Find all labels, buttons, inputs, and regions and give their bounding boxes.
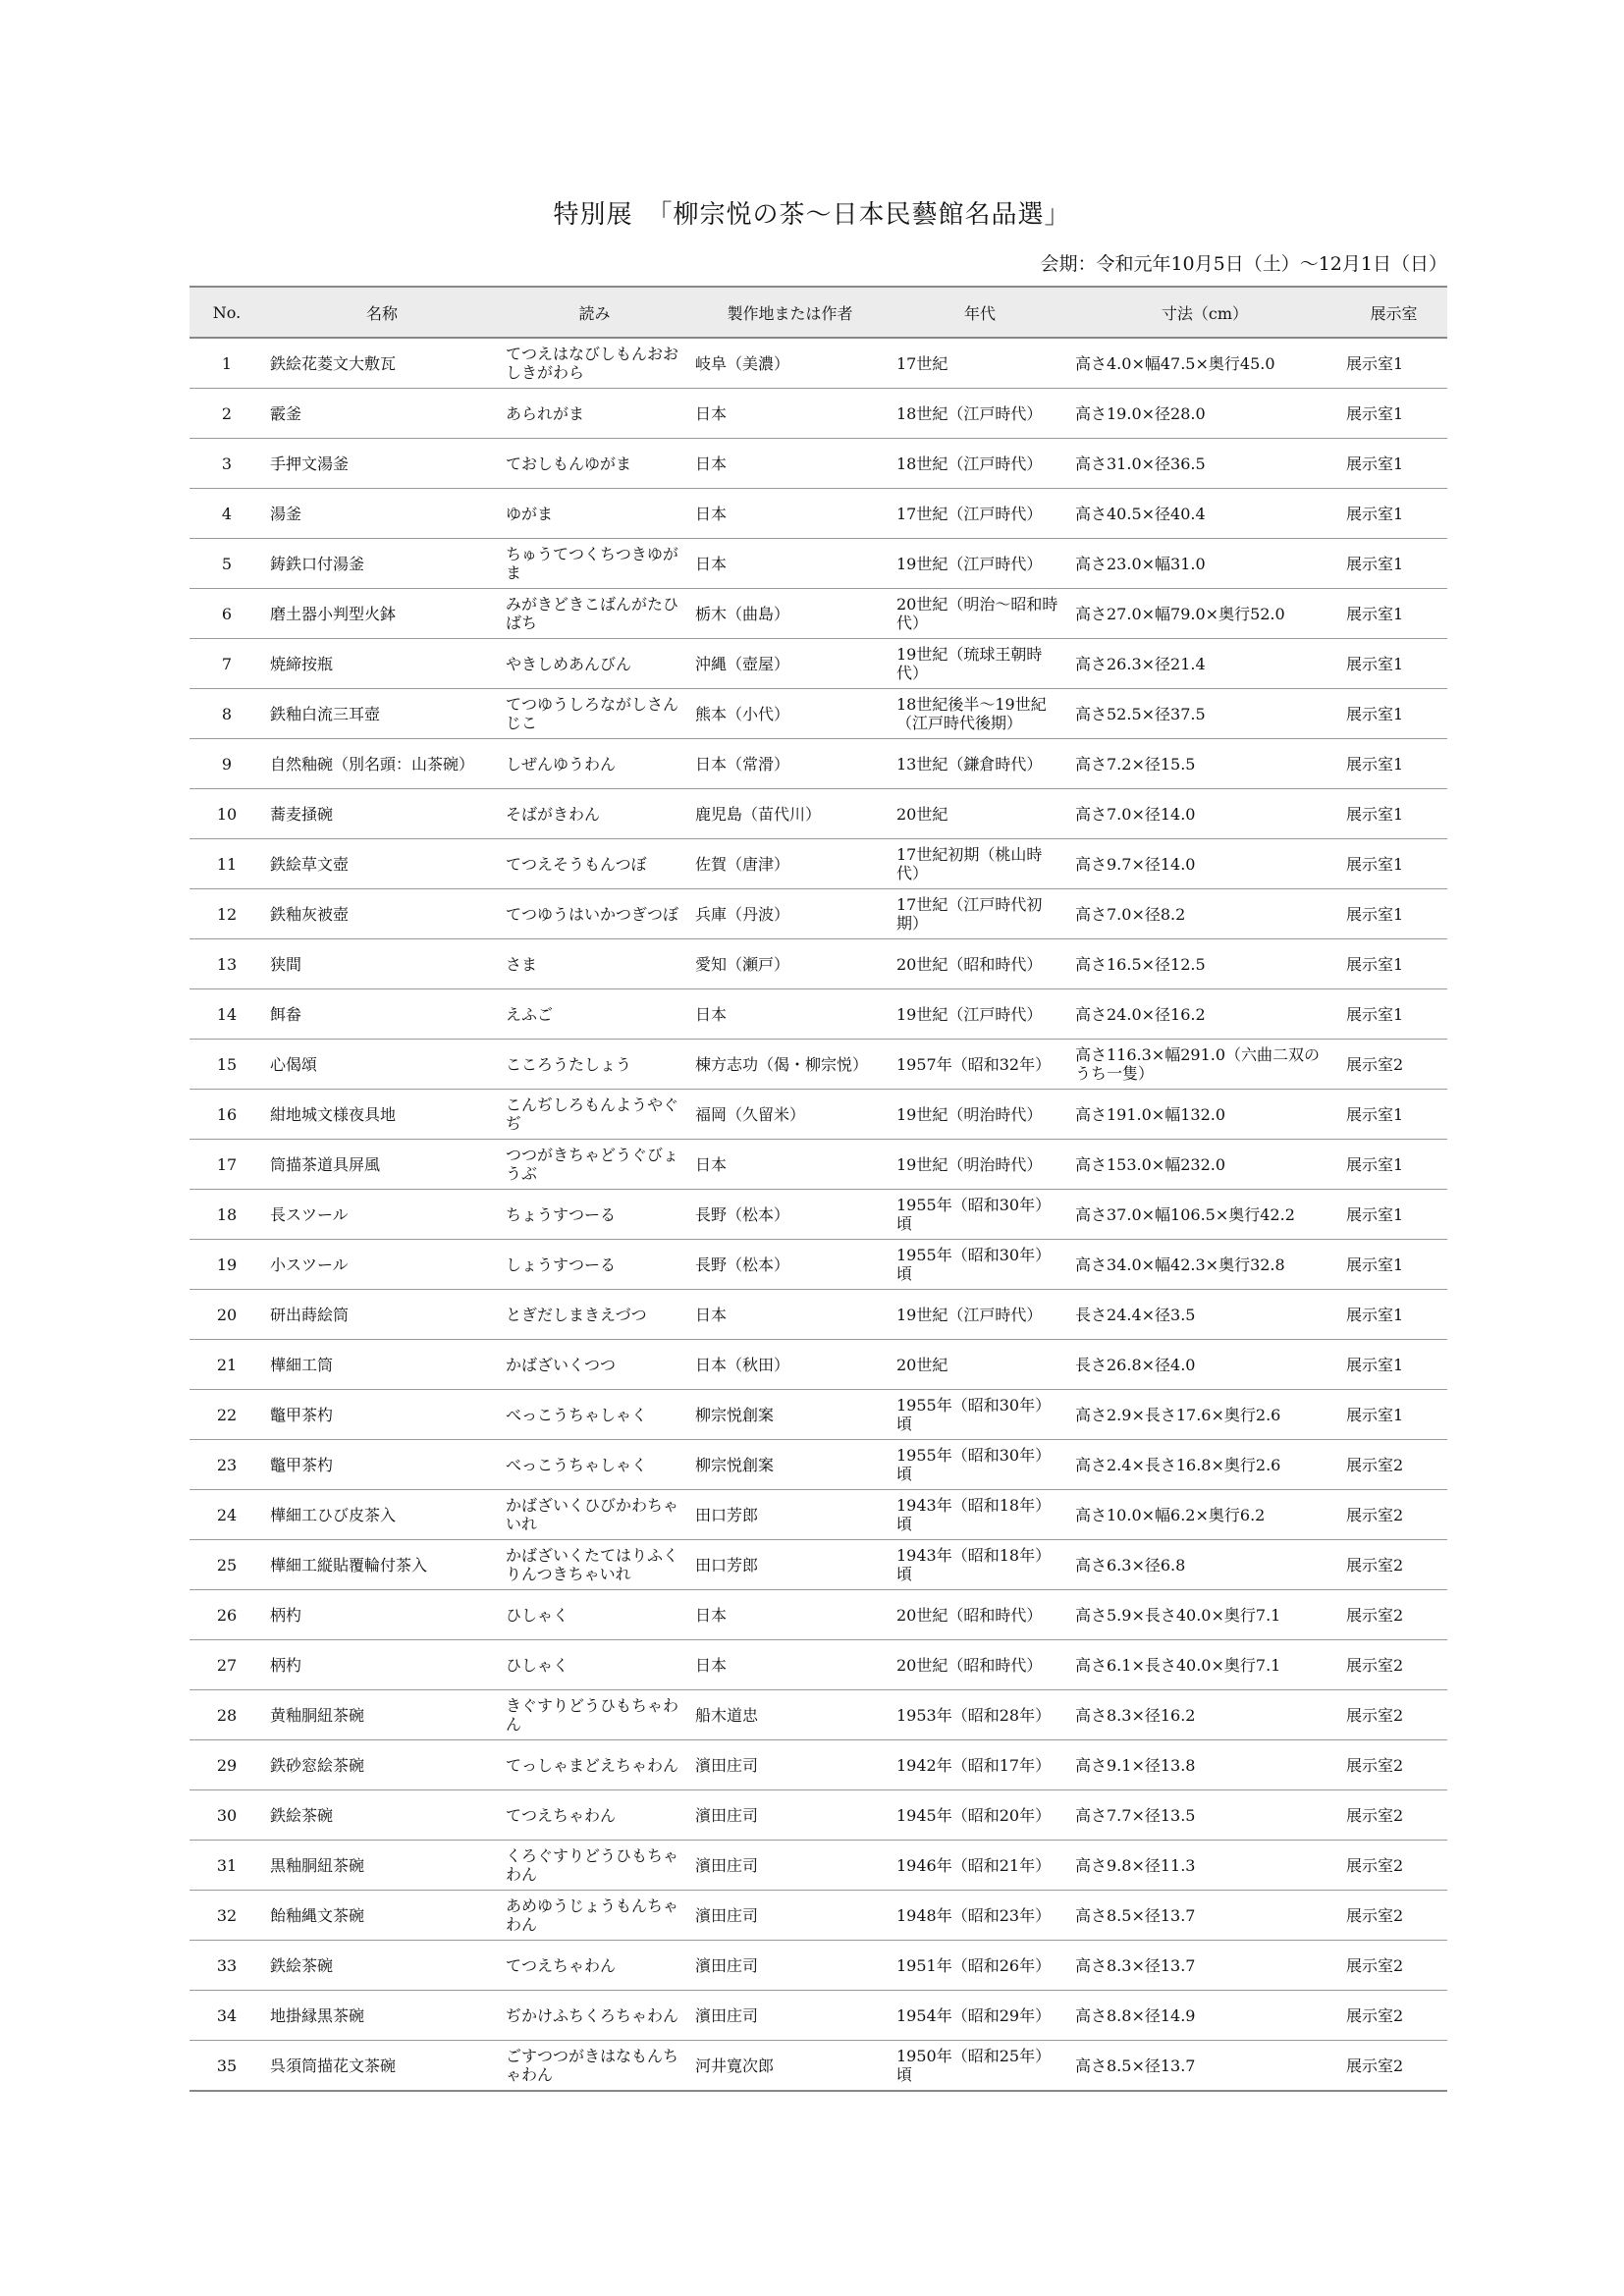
cell-size: 高さ8.5×径13.7 [1069,2041,1340,2092]
column-header-era: 年代 [891,287,1069,338]
cell-era: 1946年（昭和21年） [891,1841,1069,1891]
table-row [189,1640,1447,1690]
column-header-no: No. [189,287,264,338]
cell-room: 展示室1 [1340,1240,1447,1290]
cell-era: 1951年（昭和26年） [891,1941,1069,1991]
cell-era: 20世紀（明治〜昭和時代） [891,589,1069,639]
table-row [189,689,1447,739]
cell-era: 17世紀（江戸時代） [891,489,1069,539]
cell-maker: 日本（常滑） [689,739,891,789]
cell-no: 7 [189,639,264,689]
cell-name: 樺細工縦貼覆輪付茶入 [264,1540,500,1590]
cell-reading: しょうすつーる [500,1240,689,1290]
cell-size: 高さ5.9×長さ40.0×奥行7.1 [1069,1590,1340,1640]
cell-size: 高さ16.5×径12.5 [1069,939,1340,989]
table-row [189,1841,1447,1891]
cell-name: 鼈甲茶杓 [264,1440,500,1490]
table-row [189,1891,1447,1941]
cell-size: 高さ24.0×径16.2 [1069,989,1340,1040]
cell-reading: てつえちゃわん [500,1941,689,1991]
cell-maker: 棟方志功（偈・柳宗悦） [689,1040,891,1090]
cell-maker: 河井寛次郎 [689,2041,891,2092]
cell-room: 展示室2 [1340,1040,1447,1090]
cell-era: 17世紀 [891,338,1069,389]
cell-room: 展示室2 [1340,1891,1447,1941]
cell-size: 高さ19.0×径28.0 [1069,389,1340,439]
cell-name: 紺地城文様夜具地 [264,1090,500,1140]
cell-maker: 沖縄（壺屋） [689,639,891,689]
cell-size: 高さ4.0×幅47.5×奥行45.0 [1069,338,1340,389]
cell-name: 自然釉碗（別名頭：山茶碗） [264,739,500,789]
cell-size: 高さ8.5×径13.7 [1069,1891,1340,1941]
cell-reading: こころうたしょう [500,1040,689,1090]
cell-room: 展示室2 [1340,1690,1447,1740]
cell-room: 展示室2 [1340,1640,1447,1690]
cell-era: 17世紀（江戸時代初期） [891,889,1069,939]
cell-era: 1955年（昭和30年）頃 [891,1440,1069,1490]
cell-era: 20世紀 [891,1340,1069,1390]
cell-no: 23 [189,1440,264,1490]
cell-name: 地掛縁黒茶碗 [264,1991,500,2041]
cell-no: 10 [189,789,264,839]
table-row [189,1490,1447,1540]
table-row [189,338,1447,389]
cell-maker: 長野（松本） [689,1240,891,1290]
cell-no: 25 [189,1540,264,1590]
cell-era: 18世紀（江戸時代） [891,389,1069,439]
cell-era: 19世紀（江戸時代） [891,989,1069,1040]
table-row [189,1440,1447,1490]
cell-reading: つつがきちゃどうぐびょうぶ [500,1140,689,1190]
cell-era: 1953年（昭和28年） [891,1690,1069,1740]
cell-room: 展示室1 [1340,439,1447,489]
cell-size: 高さ153.0×幅232.0 [1069,1140,1340,1190]
exhibit-table [189,286,1447,2092]
table-row [189,1740,1447,1790]
cell-no: 22 [189,1390,264,1440]
table-row [189,489,1447,539]
table-row [189,1040,1447,1090]
cell-era: 20世紀（昭和時代） [891,1640,1069,1690]
cell-era: 1955年（昭和30年）頃 [891,1240,1069,1290]
cell-name: 樺細工ひび皮茶入 [264,1490,500,1540]
cell-name: 研出蒔絵筒 [264,1290,500,1340]
cell-reading: そばがきわん [500,789,689,839]
cell-no: 16 [189,1090,264,1140]
cell-era: 1942年（昭和17年） [891,1740,1069,1790]
cell-maker: 日本 [689,1590,891,1640]
cell-size: 高さ6.1×長さ40.0×奥行7.1 [1069,1640,1340,1690]
cell-maker: 長野（松本） [689,1190,891,1240]
cell-era: 18世紀（江戸時代） [891,439,1069,489]
cell-reading: ゆがま [500,489,689,539]
cell-reading: てつえそうもんつぼ [500,839,689,889]
cell-reading: ひしゃく [500,1640,689,1690]
cell-room: 展示室1 [1340,1340,1447,1390]
cell-room: 展示室1 [1340,839,1447,889]
table-row [189,739,1447,789]
cell-room: 展示室1 [1340,739,1447,789]
cell-era: 19世紀（江戸時代） [891,1290,1069,1340]
cell-name: 鋳鉄口付湯釜 [264,539,500,589]
cell-name: 筒描茶道具屏風 [264,1140,500,1190]
cell-room: 展示室1 [1340,989,1447,1040]
cell-reading: てつえはなびしもんおおしきがわら [500,338,689,389]
cell-reading: やきしめあんびん [500,639,689,689]
cell-room: 展示室1 [1340,1140,1447,1190]
cell-no: 4 [189,489,264,539]
exhibition-period: 会期：令和元年10月5日（土）〜12月1日（日） [1040,253,1447,275]
cell-name: 鉄釉白流三耳壺 [264,689,500,739]
column-header-reading: 読み [500,287,689,338]
cell-reading: ひしゃく [500,1590,689,1640]
table-row [189,1390,1447,1440]
table-row [189,1090,1447,1140]
cell-room: 展示室1 [1340,639,1447,689]
cell-name: 鉄砂窓絵茶碗 [264,1740,500,1790]
cell-reading: ぢかけふちくろちゃわん [500,1991,689,2041]
cell-reading: てつえちゃわん [500,1790,689,1841]
cell-size: 高さ27.0×幅79.0×奥行52.0 [1069,589,1340,639]
cell-no: 21 [189,1340,264,1390]
cell-reading: かばざいくたてはりふくりんつきちゃいれ [500,1540,689,1590]
cell-size: 高さ116.3×幅291.0（六曲二双のうち一隻） [1069,1040,1340,1090]
cell-name: 柄杓 [264,1640,500,1690]
table-header [189,287,1447,338]
cell-no: 18 [189,1190,264,1240]
cell-name: 霰釜 [264,389,500,439]
cell-name: 鼈甲茶杓 [264,1390,500,1440]
cell-era: 1955年（昭和30年）頃 [891,1190,1069,1240]
cell-reading: しぜんゆうわん [500,739,689,789]
cell-size: 高さ34.0×幅42.3×奥行32.8 [1069,1240,1340,1290]
cell-size: 高さ9.1×径13.8 [1069,1740,1340,1790]
cell-maker: 柳宗悦創案 [689,1440,891,1490]
cell-maker: 日本 [689,1640,891,1690]
cell-no: 35 [189,2041,264,2092]
cell-name: 湯釜 [264,489,500,539]
cell-size: 高さ37.0×幅106.5×奥行42.2 [1069,1190,1340,1240]
cell-era: 19世紀（明治時代） [891,1090,1069,1140]
cell-room: 展示室1 [1340,789,1447,839]
cell-reading: ごすつつがきはなもんちゃわん [500,2041,689,2092]
cell-reading: べっこうちゃしゃく [500,1390,689,1440]
cell-no: 17 [189,1140,264,1190]
table-row [189,939,1447,989]
cell-maker: 日本 [689,439,891,489]
cell-room: 展示室2 [1340,1490,1447,1540]
cell-name: 長スツール [264,1190,500,1240]
cell-era: 1943年（昭和18年）頃 [891,1490,1069,1540]
cell-maker: 福岡（久留米） [689,1090,891,1140]
cell-size: 高さ26.3×径21.4 [1069,639,1340,689]
cell-maker: 濱田庄司 [689,1891,891,1941]
cell-name: 心偈頌 [264,1040,500,1090]
table-row [189,2041,1447,2092]
cell-era: 1955年（昭和30年）頃 [891,1390,1069,1440]
cell-size: 高さ7.0×径8.2 [1069,889,1340,939]
cell-name: 鉄絵茶碗 [264,1941,500,1991]
cell-era: 20世紀（昭和時代） [891,1590,1069,1640]
cell-room: 展示室2 [1340,1941,1447,1991]
cell-reading: ちゅうてつくちつきゆがま [500,539,689,589]
cell-no: 5 [189,539,264,589]
cell-maker: 日本 [689,389,891,439]
cell-reading: べっこうちゃしゃく [500,1440,689,1490]
cell-room: 展示室2 [1340,1991,1447,2041]
cell-room: 展示室1 [1340,1090,1447,1140]
cell-reading: かばざいくつつ [500,1340,689,1390]
table-row [189,639,1447,689]
cell-no: 32 [189,1891,264,1941]
cell-reading: ちょうすつーる [500,1190,689,1240]
cell-size: 高さ8.8×径14.9 [1069,1991,1340,2041]
cell-size: 高さ10.0×幅6.2×奥行6.2 [1069,1490,1340,1540]
cell-era: 20世紀 [891,789,1069,839]
cell-no: 12 [189,889,264,939]
cell-name: 磨土器小判型火鉢 [264,589,500,639]
cell-reading: きぐすりどうひもちゃわん [500,1690,689,1740]
cell-room: 展示室2 [1340,1790,1447,1841]
cell-room: 展示室1 [1340,389,1447,439]
cell-room: 展示室1 [1340,939,1447,989]
cell-maker: 鹿児島（苗代川） [689,789,891,839]
cell-name: 鉄絵茶碗 [264,1790,500,1841]
table-row [189,1690,1447,1740]
cell-size: 高さ2.9×長さ17.6×奥行2.6 [1069,1390,1340,1440]
cell-size: 高さ6.3×径6.8 [1069,1540,1340,1590]
cell-reading: てつゆうはいかつぎつぼ [500,889,689,939]
cell-maker: 栃木（曲島） [689,589,891,639]
column-header-size: 寸法（cm） [1069,287,1340,338]
cell-maker: 濱田庄司 [689,1740,891,1790]
cell-maker: 愛知（瀬戸） [689,939,891,989]
cell-name: 鉄絵花菱文大敷瓦 [264,338,500,389]
cell-size: 高さ7.0×径14.0 [1069,789,1340,839]
cell-reading: あられがま [500,389,689,439]
cell-size: 高さ23.0×幅31.0 [1069,539,1340,589]
cell-name: 黄釉胴紐茶碗 [264,1690,500,1740]
cell-size: 高さ31.0×径36.5 [1069,439,1340,489]
cell-no: 3 [189,439,264,489]
cell-room: 展示室2 [1340,1440,1447,1490]
cell-era: 1945年（昭和20年） [891,1790,1069,1841]
cell-maker: 日本 [689,1140,891,1190]
cell-maker: 日本 [689,539,891,589]
cell-no: 27 [189,1640,264,1690]
cell-size: 高さ9.7×径14.0 [1069,839,1340,889]
cell-reading: あめゆうじょうもんちゃわん [500,1891,689,1941]
cell-size: 高さ9.8×径11.3 [1069,1841,1340,1891]
table-row [189,839,1447,889]
cell-no: 19 [189,1240,264,1290]
cell-maker: 佐賀（唐津） [689,839,891,889]
table-row [189,789,1447,839]
cell-maker: 日本 [689,489,891,539]
table-row [189,1240,1447,1290]
table-row [189,389,1447,439]
cell-no: 6 [189,589,264,639]
cell-size: 長さ24.4×径3.5 [1069,1290,1340,1340]
cell-no: 24 [189,1490,264,1540]
cell-room: 展示室1 [1340,889,1447,939]
cell-no: 31 [189,1841,264,1891]
table-row [189,589,1447,639]
cell-no: 2 [189,389,264,439]
cell-maker: 濱田庄司 [689,1790,891,1841]
table-row [189,989,1447,1040]
cell-room: 展示室2 [1340,1540,1447,1590]
cell-era: 13世紀（鎌倉時代） [891,739,1069,789]
cell-name: 蕎麦掻碗 [264,789,500,839]
cell-reading: さま [500,939,689,989]
table-row [189,539,1447,589]
cell-maker: 濱田庄司 [689,1941,891,1991]
cell-reading: みがきどきこばんがたひばち [500,589,689,639]
cell-reading: てつゆうしろながしさんじこ [500,689,689,739]
cell-no: 30 [189,1790,264,1841]
cell-era: 20世紀（昭和時代） [891,939,1069,989]
cell-maker: 日本 [689,989,891,1040]
cell-maker: 濱田庄司 [689,1991,891,2041]
cell-no: 34 [189,1991,264,2041]
column-header-maker: 製作地または作者 [689,287,891,338]
table-row [189,889,1447,939]
cell-reading: えふご [500,989,689,1040]
cell-reading: こんぢしろもんようやぐぢ [500,1090,689,1140]
table-row [189,1140,1447,1190]
cell-maker: 岐阜（美濃） [689,338,891,389]
cell-name: 餌畚 [264,989,500,1040]
table-row [189,1590,1447,1640]
cell-era: 1950年（昭和25年）頃 [891,2041,1069,2092]
cell-room: 展示室2 [1340,1590,1447,1640]
table-row [189,1190,1447,1240]
cell-no: 29 [189,1740,264,1790]
cell-name: 鉄絵草文壺 [264,839,500,889]
cell-name: 鉄釉灰被壺 [264,889,500,939]
cell-maker: 田口芳郎 [689,1490,891,1540]
cell-size: 高さ7.7×径13.5 [1069,1790,1340,1841]
cell-size: 高さ8.3×径16.2 [1069,1690,1340,1740]
cell-room: 展示室1 [1340,589,1447,639]
table-row [189,1991,1447,2041]
cell-era: 17世紀初期（桃山時代） [891,839,1069,889]
cell-reading: くろぐすりどうひもちゃわん [500,1841,689,1891]
cell-maker: 日本（秋田） [689,1340,891,1390]
cell-no: 8 [189,689,264,739]
cell-no: 13 [189,939,264,989]
cell-size: 高さ7.2×径15.5 [1069,739,1340,789]
cell-era: 1957年（昭和32年） [891,1040,1069,1090]
cell-no: 15 [189,1040,264,1090]
cell-name: 柄杓 [264,1590,500,1640]
cell-name: 焼締按瓶 [264,639,500,689]
table-body [189,338,1447,2091]
cell-maker: 船木道忠 [689,1690,891,1740]
cell-room: 展示室2 [1340,1740,1447,1790]
cell-room: 展示室1 [1340,539,1447,589]
cell-size: 高さ2.4×長さ16.8×奥行2.6 [1069,1440,1340,1490]
cell-no: 11 [189,839,264,889]
cell-room: 展示室1 [1340,338,1447,389]
table-row [189,1540,1447,1590]
cell-era: 19世紀（琉球王朝時代） [891,639,1069,689]
cell-name: 呉須筒描花文茶碗 [264,2041,500,2092]
cell-maker: 日本 [689,1290,891,1340]
cell-reading: ておしもんゆがま [500,439,689,489]
cell-no: 28 [189,1690,264,1740]
cell-size: 長さ26.8×径4.0 [1069,1340,1340,1390]
cell-no: 9 [189,739,264,789]
cell-name: 小スツール [264,1240,500,1290]
cell-no: 20 [189,1290,264,1340]
table-row [189,1941,1447,1991]
cell-room: 展示室1 [1340,1290,1447,1340]
cell-room: 展示室1 [1340,689,1447,739]
cell-size: 高さ52.5×径37.5 [1069,689,1340,739]
table-row [189,1790,1447,1841]
cell-reading: かばざいくひびかわちゃいれ [500,1490,689,1540]
cell-name: 狭間 [264,939,500,989]
cell-size: 高さ40.5×径40.4 [1069,489,1340,539]
cell-era: 1948年（昭和23年） [891,1891,1069,1941]
page-title: 特別展 「柳宗悦の茶〜日本民藝館名品選」 [553,200,1071,230]
cell-room: 展示室1 [1340,489,1447,539]
cell-size: 高さ8.3×径13.7 [1069,1941,1340,1991]
cell-era: 19世紀（明治時代） [891,1140,1069,1190]
cell-no: 33 [189,1941,264,1991]
column-header-room: 展示室 [1340,287,1447,338]
cell-era: 18世紀後半〜19世紀（江戸時代後期） [891,689,1069,739]
cell-no: 26 [189,1590,264,1640]
cell-reading: てっしゃまどえちゃわん [500,1740,689,1790]
table-row [189,1340,1447,1390]
cell-maker: 濱田庄司 [689,1841,891,1891]
cell-era: 19世紀（江戸時代） [891,539,1069,589]
cell-name: 樺細工筒 [264,1340,500,1390]
cell-no: 1 [189,338,264,389]
cell-room: 展示室2 [1340,2041,1447,2092]
cell-maker: 田口芳郎 [689,1540,891,1590]
cell-reading: とぎだしまきえづつ [500,1290,689,1340]
cell-room: 展示室1 [1340,1190,1447,1240]
cell-name: 黒釉胴紐茶碗 [264,1841,500,1891]
cell-size: 高さ191.0×幅132.0 [1069,1090,1340,1140]
table-row [189,439,1447,489]
column-header-name: 名称 [264,287,500,338]
cell-room: 展示室1 [1340,1390,1447,1440]
cell-no: 14 [189,989,264,1040]
cell-maker: 兵庫（丹波） [689,889,891,939]
cell-name: 飴釉縄文茶碗 [264,1891,500,1941]
cell-maker: 柳宗悦創案 [689,1390,891,1440]
cell-era: 1943年（昭和18年）頃 [891,1540,1069,1590]
cell-maker: 熊本（小代） [689,689,891,739]
cell-room: 展示室2 [1340,1841,1447,1891]
cell-era: 1954年（昭和29年） [891,1991,1069,2041]
table-row [189,1290,1447,1340]
cell-name: 手押文湯釜 [264,439,500,489]
